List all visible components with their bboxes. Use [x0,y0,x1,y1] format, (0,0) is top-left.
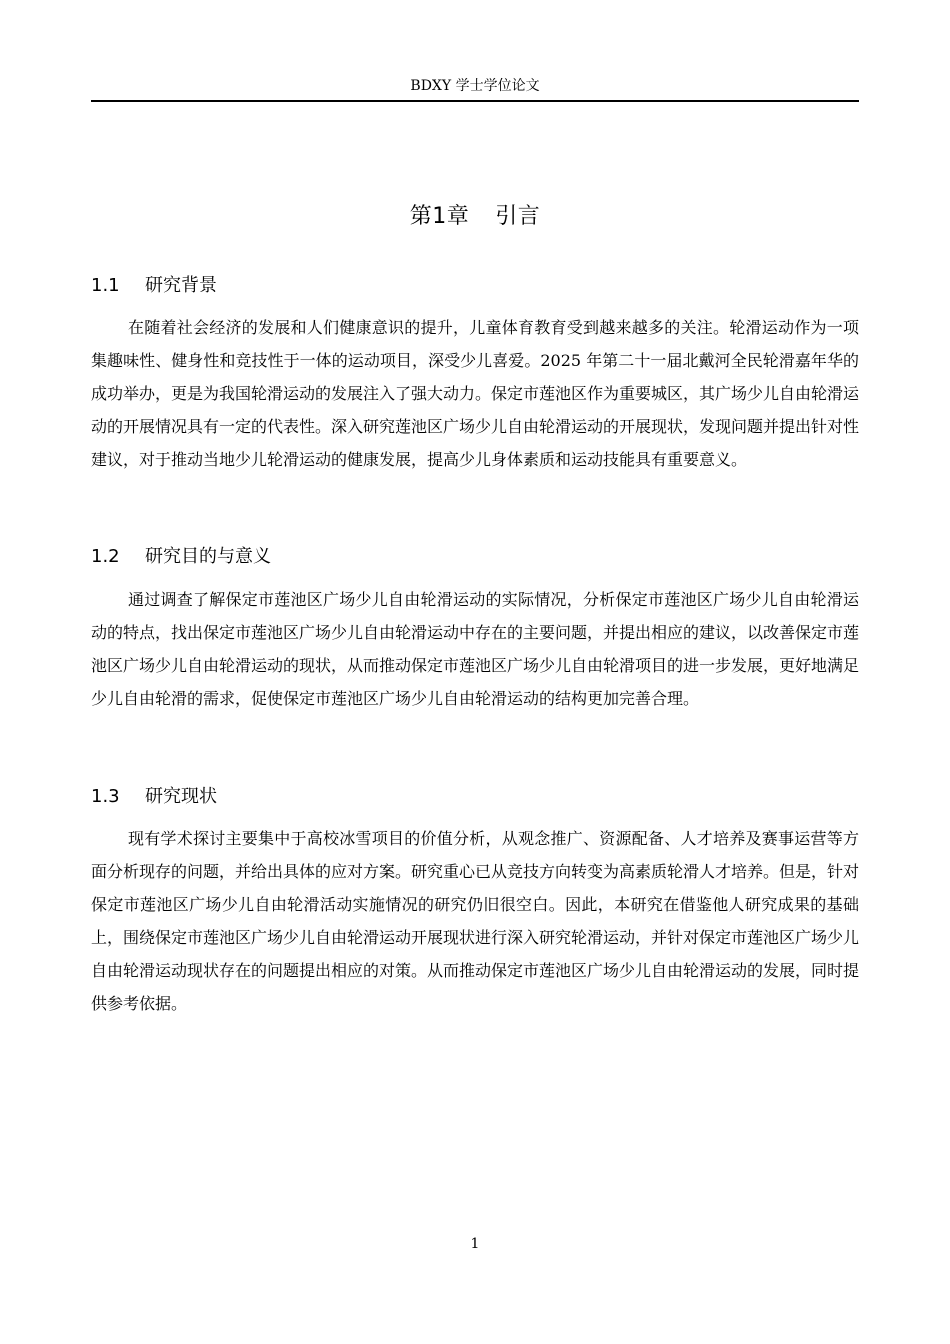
chapter-number: 第1章 [409,204,470,229]
section-heading-1-3 [91,784,859,810]
header-divider [91,100,859,102]
section-number: 1.1 [91,275,120,296]
section-1-2-paragraph: 通过调查了解保定市莲池区广场少儿自由轮滑运动的实际情况，分析保定市莲池区广场少儿自由轮滑运动的特点，找出保定市莲池区广场少儿自由轮滑运动中存在的主要问题，并提出相应的建议，以改善保定市莲池区广场少儿自由轮滑运动的现状，从而推动保定市莲池区广场少儿自由轮滑项目的进一步发展，更好地满足少儿自由轮滑的需求，促使保定市莲池区广场少儿自由轮滑运动的结构更加完善合理。 [91,590,860,708]
section-1-3-paragraph: 现有学术探讨主要集中于高校冰雪项目的价值分析，从观念推广、资源配备、人才培养及赛事运营等方面分析现存的问题，并给出具体的应对方案。研究重心已从竞技方向转变为高素质轮滑人才培养。但是，针对保定市莲池区广场少儿自由轮滑活动实施情况的研究仍旧很空白。因此，本研究在借鉴他人研究成果的基础上，围绕保定市莲池区广场少儿自由轮滑运动开展现状进行深入研究轮滑运动，并针对保定市莲池区广场少儿自由轮滑运动现状存在的问题提出相应的对策。从而推动保定市莲池区广场少儿自由轮滑运动的发展，同时提供参考依据。 [91,829,860,1013]
section-number: 1.3 [91,786,120,807]
section-heading-1-1 [91,273,859,299]
running-header: BDXY 学士学位论文 [410,78,540,94]
section-title: 研究背景 [145,275,217,296]
section-1-1-paragraph: 在随着社会经济的发展和人们健康意识的提升，儿童体育教育受到越来越多的关注。轮滑运动作为一项集趣味性、健身性和竞技性于一体的运动项目，深受少儿喜爱。2025 年第二十一届北戴河全民轮滑嘉年华的成功举办，更是为我国轮滑运动的发展注入了强大动力。保定市莲池区作为重要城区，其广场少儿自由轮滑运动的开展情况具有一定的代表性。深入研究莲池区广场少儿自由轮滑运动的开展现状，发现问题并提出针对性建议，对于推动当地少儿轮滑运动的健康发展，提高少儿身体素质和运动技能具有重要意义。 [91,318,860,469]
section-title: 研究现状 [145,786,217,807]
chapter-title [91,201,859,233]
page-number: 1 [470,1236,480,1252]
chapter-name: 引言 [495,204,541,229]
section-number: 1.2 [91,546,120,567]
section-heading-1-2 [91,544,859,570]
section-title: 研究目的与意义 [145,546,271,567]
